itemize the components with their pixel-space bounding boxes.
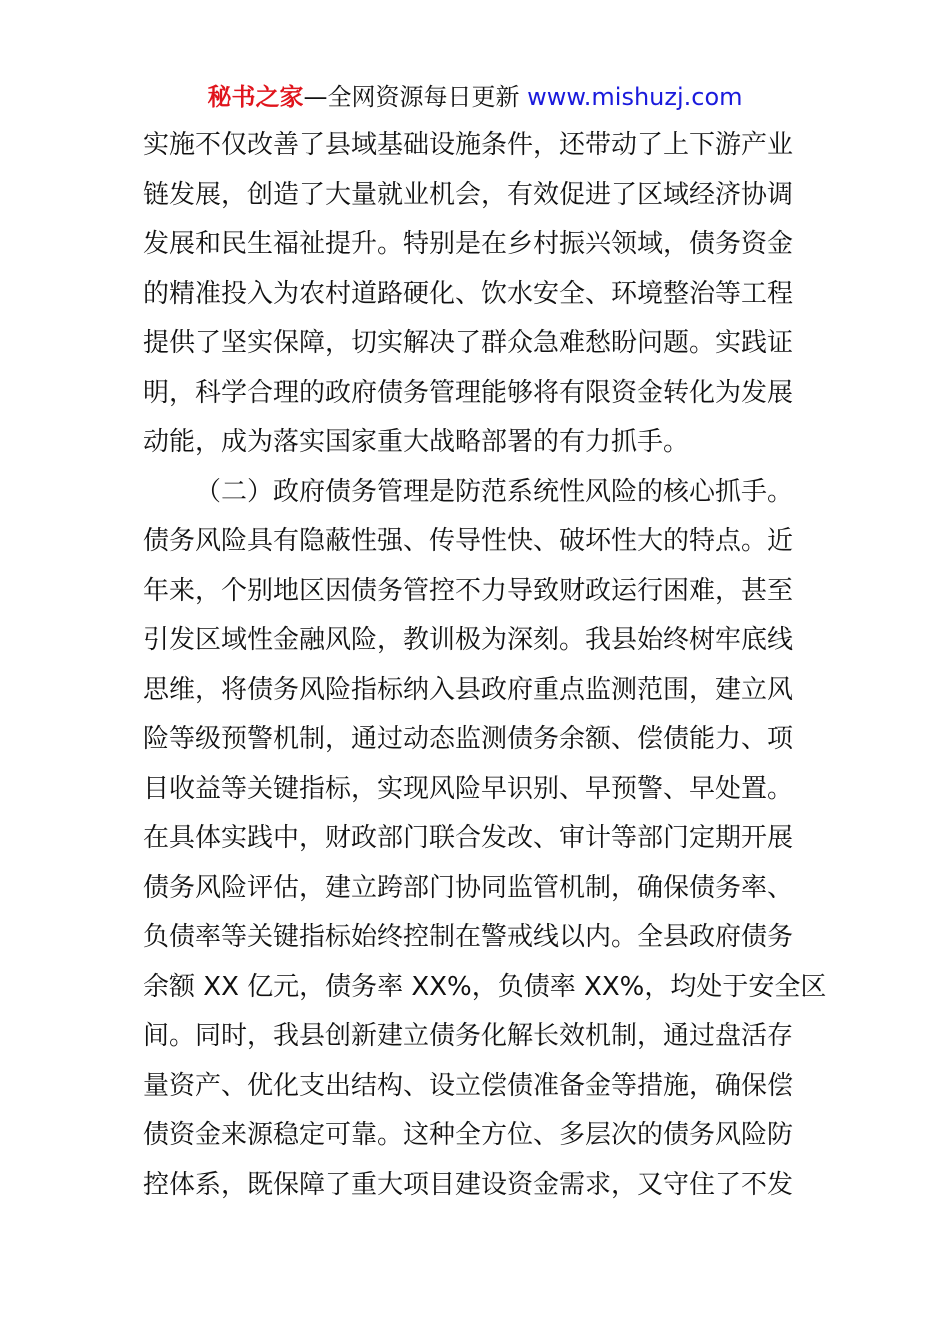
text-line: 链发展，创造了大量就业机会，有效促进了区域经济协调 [143, 179, 794, 210]
text-line: 实施不仅改善了县域基础设施条件，还带动了上下游产业 [143, 130, 794, 160]
text-line: 债务风险具有隐蔽性强、传导性快、破坏性大的特点。近 [143, 526, 794, 556]
text-line: 年来，个别地区因债务管控不力导致财政运行困难，甚至 [143, 575, 794, 606]
text-line: 在具体实践中，财政部门联合发改、审计等部门定期开展 [143, 823, 794, 853]
text-line: 控体系，既保障了重大项目建设资金需求，又守住了不发 [143, 1169, 794, 1200]
text-line: 引发区域性金融风险，教训极为深刻。我县始终树牢底线 [143, 625, 794, 655]
text-line: 间。同时，我县创新建立债务化解长效机制，通过盘活存 [143, 1021, 794, 1051]
text-line: 债务风险评估，建立跨部门协同监管机制，确保债务率、 [143, 872, 794, 903]
text-line: 明，科学合理的政府债务管理能够将有限资金转化为发展 [143, 377, 794, 408]
site-brand: 秘书之家 [207, 83, 304, 111]
document-body [143, 121, 827, 1210]
section-heading: （二）政府债务管理是防范系统性风险的核心抓手。 [195, 476, 794, 507]
text-line: 余额 XX 亿元，债务率 XX%，负债率 XX%，均处于安全区 [143, 971, 827, 1002]
text-line: 债资金来源稳定可靠。这种全方位、多层次的债务风险防 [143, 1120, 794, 1150]
text-line: 思维，将债务风险指标纳入县政府重点监测范围，建立风 [143, 674, 794, 705]
text-line: 提供了坚实保障，切实解决了群众急难愁盼问题。实践证 [143, 328, 794, 358]
text-line: 险等级预警机制，通过动态监测债务余额、偿债能力、项 [143, 724, 794, 754]
text-line: 负债率等关键指标始终控制在警戒线以内。全县政府债务 [143, 922, 794, 952]
text-line: 的精准投入为农村道路硬化、饮水安全、环境整治等工程 [143, 278, 794, 309]
text-line: 动能，成为落实国家重大战略部署的有力抓手。 [143, 427, 690, 457]
site-tagline: —全网资源每日更新 [303, 83, 520, 111]
site-url-link[interactable]: www.mishuzj.com [527, 83, 743, 111]
text-line: 量资产、优化支出结构、设立偿债准备金等措施，确保偿 [143, 1070, 794, 1101]
page-header [0, 80, 950, 114]
text-line: 目收益等关键指标，实现风险早识别、早预警、早处置。 [143, 773, 794, 804]
text-line: 发展和民生福祉提升。特别是在乡村振兴领域，债务资金 [143, 229, 794, 259]
